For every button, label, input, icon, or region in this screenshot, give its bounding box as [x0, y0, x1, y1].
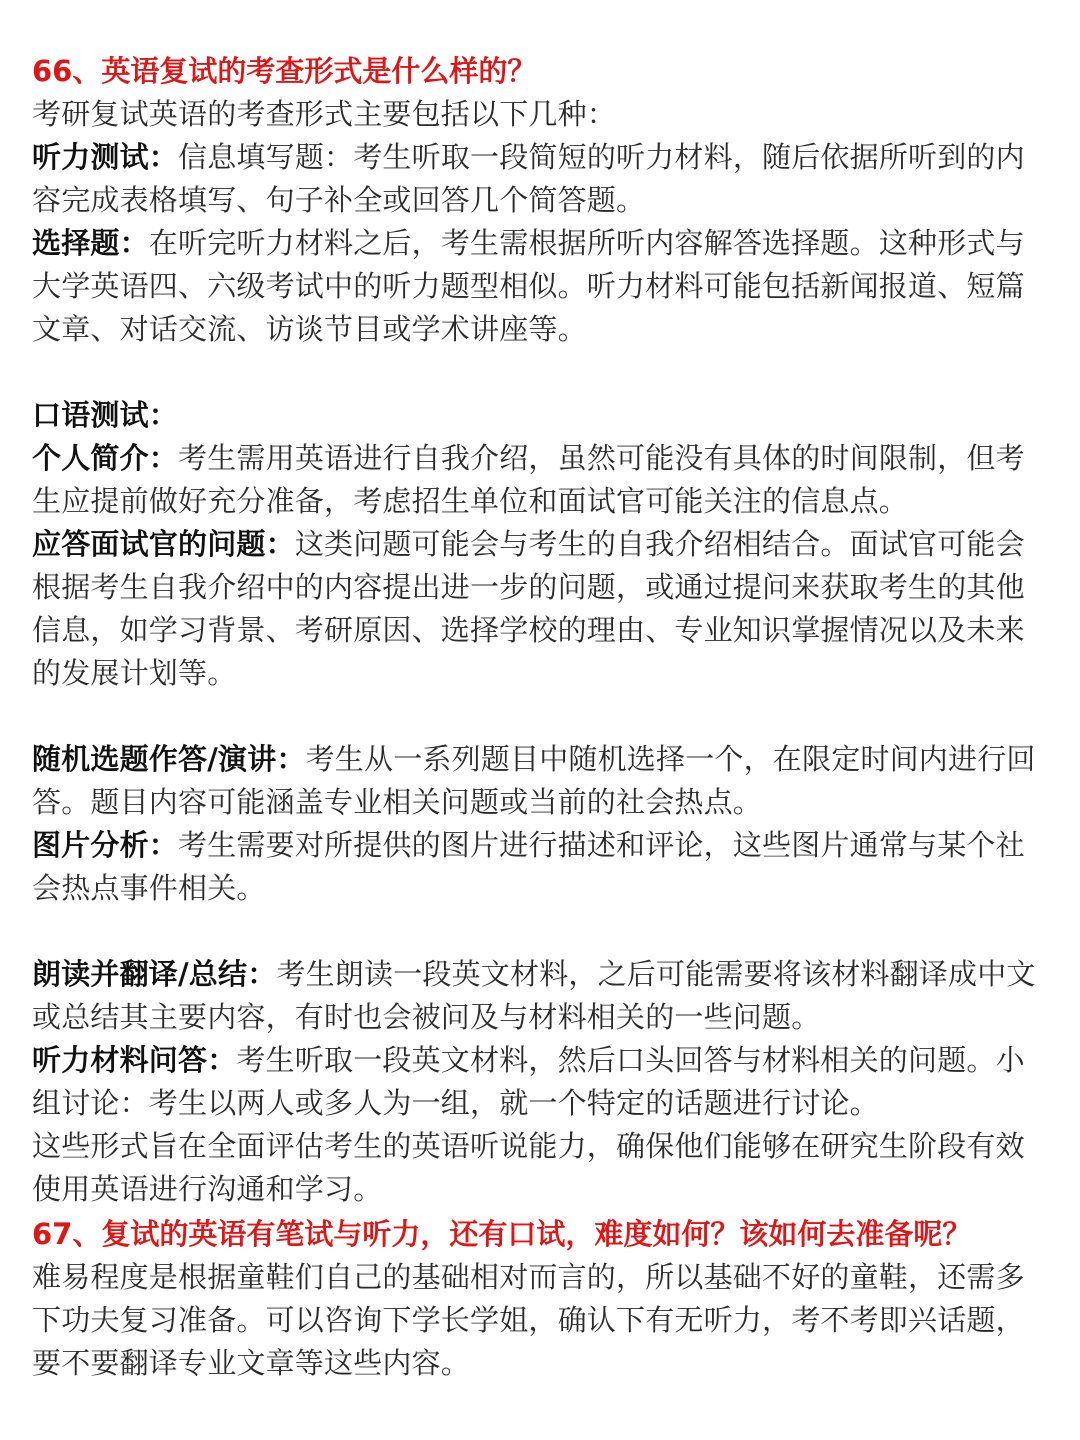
read-translate-label: 朗读并翻译/总结： — [32, 957, 277, 991]
listening-test-text: 信息填写题：考生听取一段简短的听力材料，随后依据所听到的内容完成表格填写、句子补全或回答几个简答题。 — [32, 140, 1025, 217]
intro-paragraph: 考研复试英语的考查形式主要包括以下几种： — [32, 97, 617, 131]
oral-test-heading — [32, 394, 1052, 437]
listening-material-text: 考生听取一段英文材料，然后口头回答与材料相关的问题。小组讨论：考生以两人或多人为一组，就一个特定的话题进行讨论。 — [32, 1043, 1025, 1120]
picture-analysis-item — [32, 824, 1052, 910]
self-intro-label: 个人简介： — [32, 441, 179, 475]
listening-material-item — [32, 1039, 1052, 1125]
question-67-heading: 67、复试的英语有笔试与听力，还有口试，难度如何？该如何去准备呢？ — [32, 1217, 972, 1251]
picture-analysis-text: 考生需要对所提供的图片进行描述和评论，这些图片通常与某个社会热点事件相关。 — [32, 828, 1025, 905]
choice-item — [32, 222, 1052, 351]
answer-interviewer-item — [32, 523, 1052, 695]
answer-interviewer-text: 这类问题可能会与考生的自我介绍相结合。面试官可能会根据考生自我介绍中的内容提出进一步的问题，或通过提问来获取考生的其他信息，如学习背景、考研原因、选择学校的理由、专业知识掌握情况以及未来的发展计划等。 — [32, 527, 1025, 690]
question-66-heading: 66、英语复试的考查形式是什么样的？ — [32, 54, 537, 88]
read-translate-text: 考生朗读一段英文材料，之后可能需要将该材料翻译成中文或总结其主要内容，有时也会被问及与材料相关的一些问题。 — [32, 957, 1036, 1034]
self-intro-text: 考生需用英语进行自我介绍，虽然可能没有具体的时间限制，但考生应提前做好充分准备，考虑招生单位和面试官可能关注的信息点。 — [32, 441, 1025, 518]
listening-test-label: 听力测试： — [32, 140, 179, 174]
answer-interviewer-label: 应答面试官的问题： — [32, 527, 295, 561]
choice-text: 在听完听力材料之后，考生需根据所听内容解答选择题。这种形式与大学英语四、六级考试中的听力题型相似。听力材料可能包括新闻报道、短篇文章、对话交流、访谈节目或学术讲座等。 — [32, 226, 1025, 346]
read-translate-item — [32, 953, 1052, 1039]
oral-test-label: 口语测试： — [32, 398, 179, 432]
spacer — [32, 351, 1052, 394]
article — [32, 50, 1052, 1385]
spacer — [32, 695, 1052, 738]
random-topic-label: 随机选题作答/演讲： — [32, 742, 306, 776]
summary-paragraph: 这些形式旨在全面评估考生的英语听说能力，确保他们能够在研究生阶段有效使用英语进行沟通和学习。 — [32, 1129, 1025, 1206]
listening-test-item — [32, 136, 1052, 222]
random-topic-item — [32, 738, 1052, 824]
choice-label: 选择题： — [32, 226, 149, 260]
question-67-answer: 难易程度是根据童鞋们自己的基础相对而言的，所以基础不好的童鞋，还需多下功夫复习准备。可以咨询下学长学姐，确认下有无听力，考不考即兴话题，要不要翻译专业文章等这些内容。 — [32, 1260, 1025, 1380]
listening-material-label: 听力材料问答： — [32, 1043, 237, 1077]
random-topic-text: 考生从一系列题目中随机选择一个，在限定时间内进行回答。题目内容可能涵盖专业相关问题或当前的社会热点。 — [32, 742, 1036, 819]
picture-analysis-label: 图片分析： — [32, 828, 179, 862]
spacer — [32, 910, 1052, 953]
self-intro-item — [32, 437, 1052, 523]
